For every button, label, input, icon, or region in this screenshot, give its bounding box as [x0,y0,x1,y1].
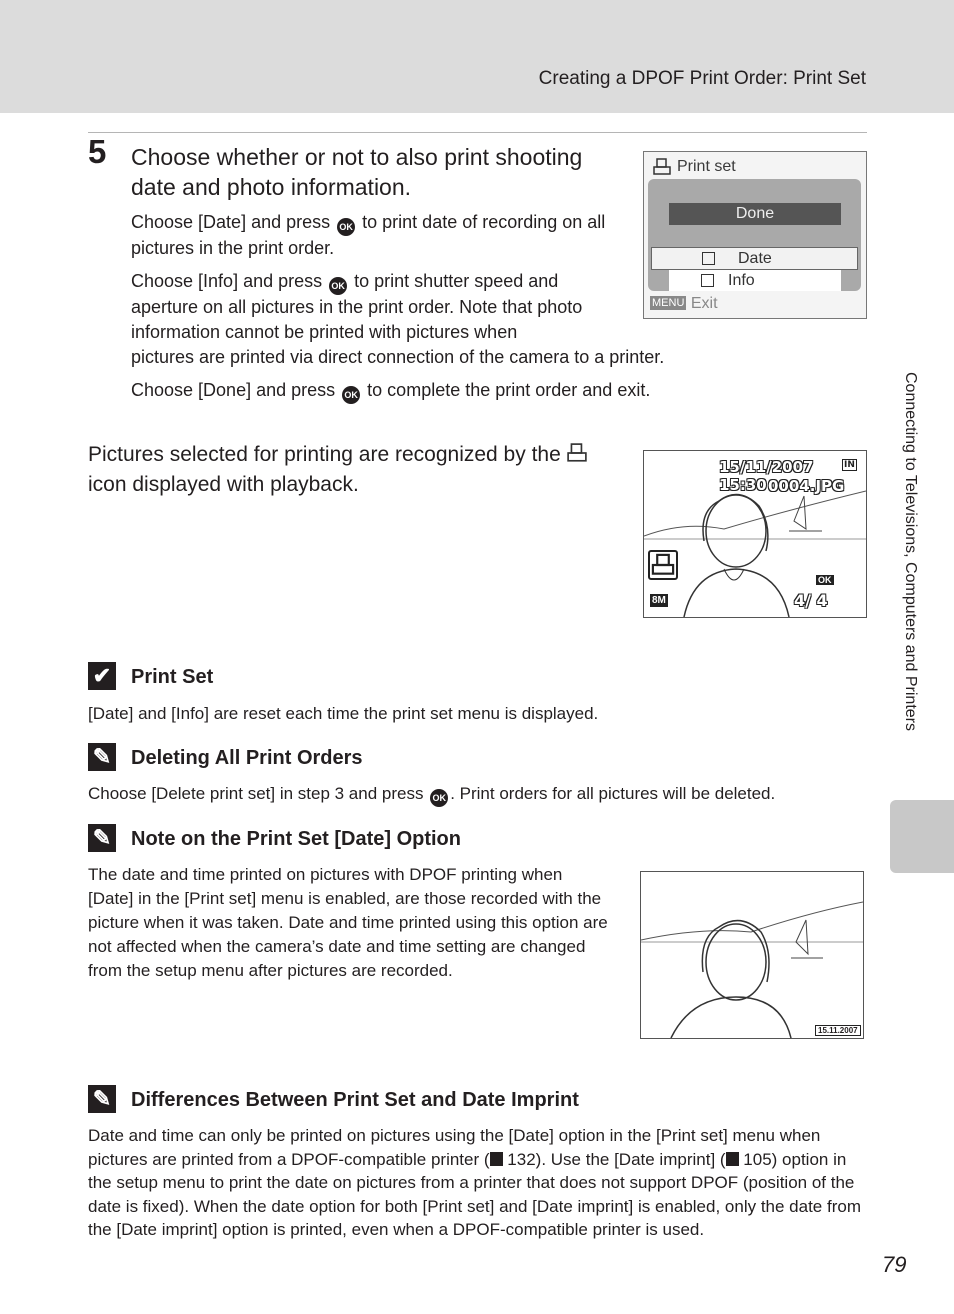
date-checkbox[interactable] [702,252,715,265]
print-set-screen [643,151,867,319]
screen-title: Print set [677,158,736,175]
step-paragraph-info: Choose [Info] and press OK to print shutter speed and aperture on all pictures in the print order. Note that photo information cannot be printed with pictures when [131,271,583,342]
date-option[interactable] [651,247,858,270]
printer-icon [650,552,676,578]
ok-button-icon: OK [337,218,355,236]
ok-key-icon: OK [818,575,832,585]
frame-counter: 4/ 4 [794,591,828,610]
date-label: Date [738,250,772,267]
done-option[interactable]: Done [669,203,841,225]
ok-button-icon: OK [430,789,448,807]
date-imprint-stamp: 15.11.2007 [815,1025,861,1036]
playback-screen [643,450,867,618]
info-icon: ✎ [88,1085,116,1113]
step-paragraph-done: Choose [Done] and press OK to complete the print order and exit. [131,378,731,404]
page-ref-icon [726,1152,739,1166]
ok-button-icon: OK [342,386,360,404]
note-body-date-option: The date and time printed on pictures with DPOF printing when [Date] in the [Print set] menu is enabled, are those recorded with the picture when it was taken. Date and time printed using this option are not affected when the camera’s date and time setting are changed from the setup menu after pictures are recorded. [88,865,608,980]
info-option[interactable] [669,270,841,291]
side-tab-label: Connecting to Televisions, Computers and Printers [902,372,919,731]
info-checkbox[interactable] [701,274,714,287]
step-paragraph-info-cont: pictures are printed via direct connection of the camera to a printer. [131,347,665,367]
side-tab [890,800,954,873]
note-title-print-set: Print Set [131,666,214,688]
note-body-print-set: [Date] and [Info] are reset each time the print set menu is displayed. [88,704,599,723]
note-body-deleting: Choose [Delete print set] in step 3 and press OK . Print orders for all pictures will be deleted. [88,781,868,807]
note-title-deleting: Deleting All Print Orders [131,747,363,769]
print-order-icon [648,550,678,580]
playback-filename: 0004.JPG [768,477,845,495]
menu-panel [648,179,861,291]
ok-button-icon: OK [329,277,347,295]
page-number: 79 [882,1252,907,1277]
portrait-illustration [641,872,863,1038]
printer-icon [653,158,671,176]
header-title: Creating a DPOF Print Order: Print Set [538,68,866,89]
note-body-differences: Date and time can only be printed on pictures using the [Date] option in the [Print set] menu when pictures are printed from a DPOF-compatible printer ( 132). Use the [Date imprint] ( 105) option in the setup menu to print the date on pictures from a printer that does not support DPOF (position of the date is fixed). When the date option for both [Print set] and [Date imprint] is enabled, only the date from the [Date imprint] option is printed, even when a DPOF-compatible printer is used. [88,1126,861,1239]
internal-memory-icon: IN [844,460,855,470]
playback-datetime: 15/11/2007 15:30 [719,458,814,494]
divider [88,132,867,133]
check-icon: ✔ [88,662,116,690]
step-number: 5 [88,133,107,170]
menu-key-icon: MENU [652,297,685,309]
step-paragraph-date: Choose [Date] and press OK to print date of recording on all pictures in the print order. [131,212,606,258]
note-title-differences: Differences Between Print Set and Date Imprint [131,1089,579,1111]
page-header [0,0,954,113]
date-imprint-photo [640,871,864,1039]
note-title-date-option: Note on the Print Set [Date] Option [131,828,461,850]
exit-hint: MENU Exit [652,295,718,312]
page-ref-icon [490,1152,503,1166]
pencil-icon: ✎ [88,824,116,852]
printer-icon [567,443,587,463]
info-label: Info [728,272,755,289]
pencil-icon: ✎ [88,743,116,771]
step-title: Choose whether or not to also print shooting date and photo information. [131,144,583,200]
recognized-text: Pictures selected for printing are recognized by the icon displayed with playback. [88,440,618,500]
image-mode-icon: 8M [652,595,666,606]
